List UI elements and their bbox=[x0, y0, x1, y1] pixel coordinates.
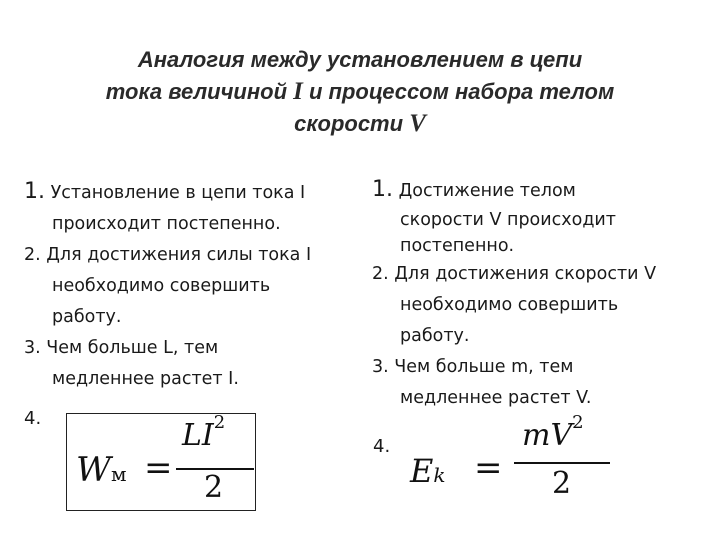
left-formula-denominator: 2 bbox=[204, 470, 224, 505]
left-item-1-line-1: Установление в цепи тока I bbox=[45, 183, 306, 203]
left-formula bbox=[76, 412, 256, 508]
right-formula bbox=[410, 412, 620, 508]
title-line-2-post: и процессом набора телом bbox=[302, 79, 615, 104]
left-item-4-number: 4. bbox=[24, 408, 42, 429]
left-item-2-line-2: необходимо совершить bbox=[52, 276, 271, 296]
right-item-3-line-2: медленнее растет V. bbox=[400, 388, 592, 408]
right-formula-sub: k bbox=[433, 463, 446, 487]
left-item-3-line-2: медленнее растет I. bbox=[52, 369, 239, 389]
right-formula-numerator: mV bbox=[522, 418, 573, 453]
left-item-2-line-1: 2. Для достижения силы тока I bbox=[24, 245, 312, 265]
right-item-3-line-1: 3. Чем больше m, тем bbox=[372, 357, 574, 377]
right-item-1-number: 1. bbox=[372, 177, 393, 202]
right-formula-lhs: E bbox=[410, 452, 434, 490]
left-item-3 bbox=[24, 333, 354, 395]
left-formula-numerator: LI bbox=[182, 418, 214, 453]
left-formula-equals: = bbox=[144, 448, 173, 488]
title-line-2 bbox=[60, 76, 660, 108]
left-item-2-line-3: работу. bbox=[52, 307, 122, 327]
right-item-1-line-1: Достижение телом bbox=[393, 181, 576, 201]
right-item-3 bbox=[372, 352, 707, 414]
right-item-1-line-2: скорости V происходит bbox=[400, 210, 616, 230]
right-column bbox=[372, 174, 707, 414]
title-line-2-pre: тока величиной bbox=[105, 79, 294, 104]
left-item-1-number: 1. bbox=[24, 179, 45, 204]
right-item-4-number: 4. bbox=[373, 436, 391, 457]
right-item-1 bbox=[372, 174, 707, 259]
left-item-1-line-2: происходит постепенно. bbox=[52, 214, 281, 234]
right-formula-fraction-bar bbox=[514, 462, 610, 464]
title-line-3 bbox=[60, 108, 660, 140]
title-line-1: Аналогия между установлением в цепи bbox=[137, 47, 583, 72]
left-formula-exponent: 2 bbox=[213, 412, 226, 433]
right-formula-denominator: 2 bbox=[552, 466, 572, 501]
right-formula-equals: = bbox=[474, 448, 503, 488]
title-var-v: V bbox=[409, 110, 426, 137]
right-item-2-line-1: 2. Для достижения скорости V bbox=[372, 264, 657, 284]
title-line-3-pre: скорости bbox=[294, 111, 410, 136]
left-formula-sub: м bbox=[110, 462, 127, 486]
slide-title bbox=[60, 44, 660, 140]
left-formula-lhs: W bbox=[76, 450, 111, 490]
left-item-3-line-1: 3. Чем больше L, тем bbox=[24, 338, 219, 358]
title-var-i: I bbox=[293, 78, 303, 105]
left-column bbox=[24, 176, 354, 395]
right-item-2-line-3: работу. bbox=[400, 326, 470, 346]
right-item-2-line-2: необходимо совершить bbox=[400, 295, 619, 315]
right-item-2 bbox=[372, 259, 707, 352]
right-formula-exponent: 2 bbox=[572, 412, 584, 433]
left-item-1 bbox=[24, 176, 354, 240]
right-item-1-line-3: постепенно. bbox=[400, 236, 515, 256]
left-item-2 bbox=[24, 240, 354, 333]
